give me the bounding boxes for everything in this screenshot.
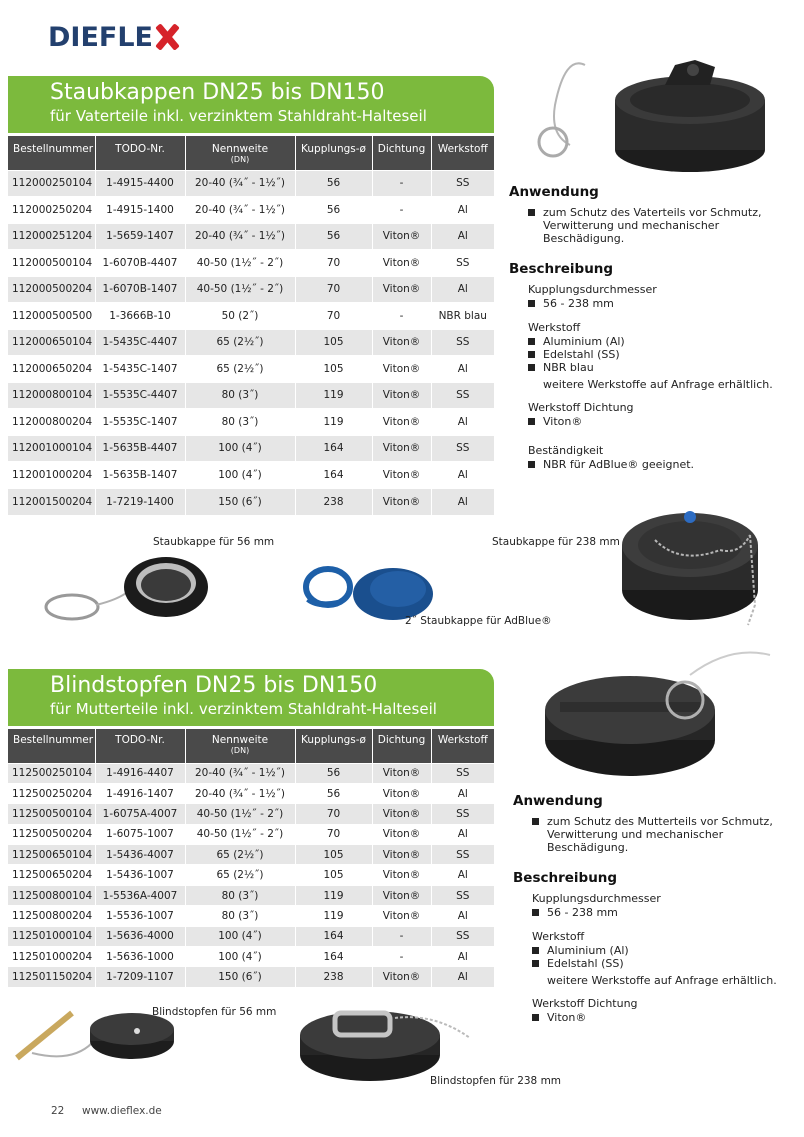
col-header-bestellnummer: Bestellnummer bbox=[8, 136, 95, 170]
table-cell: 112500250204 bbox=[8, 783, 95, 803]
anwendung-item bbox=[528, 206, 799, 245]
brand-logo bbox=[48, 22, 180, 52]
table-cell: SS bbox=[431, 804, 494, 824]
table-cell: SS bbox=[431, 845, 494, 865]
dichtung-value: Viton® bbox=[532, 1011, 798, 1024]
table-cell: 100 (4˝) bbox=[185, 435, 295, 462]
table-cell: - bbox=[372, 170, 431, 197]
table-cell: Viton® bbox=[372, 824, 431, 844]
table-cell: - bbox=[372, 197, 431, 224]
table-cell: Viton® bbox=[372, 250, 431, 277]
table-cell: 80 (3˝) bbox=[185, 906, 295, 926]
table-cell: 1-5435C-1407 bbox=[95, 356, 185, 383]
table-cell: Al bbox=[431, 906, 494, 926]
table-row bbox=[8, 382, 494, 409]
anwendung-item bbox=[532, 815, 798, 854]
blindstopfen-238-top-photo bbox=[540, 640, 800, 790]
table-cell: 112001000204 bbox=[8, 462, 95, 489]
anwendung-heading: Anwendung bbox=[513, 793, 603, 809]
table-cell: 119 bbox=[295, 906, 372, 926]
product-table-staubkappen bbox=[8, 136, 494, 515]
table-cell: SS bbox=[431, 763, 494, 783]
anwendung-text: zum Schutz des Mutterteils vor Schmutz, bbox=[547, 815, 773, 828]
table-cell: 1-5436-1007 bbox=[95, 865, 185, 885]
table-cell: 1-5435C-4407 bbox=[95, 329, 185, 356]
table-cell: 1-5436-4007 bbox=[95, 845, 185, 865]
table-cell: 56 bbox=[295, 197, 372, 224]
table-cell: Al bbox=[431, 865, 494, 885]
table-row bbox=[8, 409, 494, 436]
table-row bbox=[8, 250, 494, 277]
table-cell: 20-40 (¾˝ - 1½˝) bbox=[185, 763, 295, 783]
col-header-nennweite bbox=[185, 729, 295, 763]
table-row bbox=[8, 926, 494, 946]
table-cell: 105 bbox=[295, 865, 372, 885]
caption-staubkappe-56: Staubkappe für 56 mm bbox=[153, 536, 275, 548]
section-header-staubkappen bbox=[8, 76, 494, 133]
table-cell: 40-50 (1½˝ - 2˝) bbox=[185, 250, 295, 277]
werkstoff-item: NBR blau bbox=[528, 361, 799, 374]
table-row bbox=[8, 462, 494, 489]
blindstopfen-238-photo bbox=[295, 993, 475, 1083]
table-cell: Al bbox=[431, 276, 494, 303]
table-cell: Viton® bbox=[372, 276, 431, 303]
section-subtitle: für Mutterteile inkl. verzinktem Stahldraht-Halteseil bbox=[50, 700, 437, 718]
table-cell: 119 bbox=[295, 382, 372, 409]
table-cell: 100 (4˝) bbox=[185, 926, 295, 946]
col-header-todo: TODO-Nr. bbox=[95, 729, 185, 763]
table-row bbox=[8, 906, 494, 926]
table-cell: 238 bbox=[295, 967, 372, 987]
table-cell: 1-5536-1007 bbox=[95, 906, 185, 926]
table-cell: 70 bbox=[295, 276, 372, 303]
col-header-bestellnummer: Bestellnummer bbox=[8, 729, 95, 763]
table-cell: Al bbox=[431, 967, 494, 987]
table-cell: 20-40 (¾˝ - 1½˝) bbox=[185, 783, 295, 803]
table-cell: 80 (3˝) bbox=[185, 885, 295, 905]
table-cell: 1-5535C-4407 bbox=[95, 382, 185, 409]
table-cell: 150 (6˝) bbox=[185, 488, 295, 515]
col-header-todo: TODO-Nr. bbox=[95, 136, 185, 170]
table-cell: 1-5635B-4407 bbox=[95, 435, 185, 462]
table-row bbox=[8, 488, 494, 515]
table-cell: 112000251204 bbox=[8, 223, 95, 250]
table-cell: 1-4915-1400 bbox=[95, 197, 185, 224]
col-header-nennweite-sub: (DN) bbox=[230, 155, 250, 164]
table-cell: 70 bbox=[295, 250, 372, 277]
table-cell: 20-40 (¾˝ - 1½˝) bbox=[185, 170, 295, 197]
table-cell: 65 (2½˝) bbox=[185, 845, 295, 865]
table-cell: 1-5536A-4007 bbox=[95, 885, 185, 905]
bestaendigkeit-label: Beständigkeit bbox=[528, 444, 604, 457]
werkstoff-item: Edelstahl (SS) bbox=[528, 348, 799, 361]
table-row bbox=[8, 763, 494, 783]
table-cell: 1-4916-4407 bbox=[95, 763, 185, 783]
table-cell: 80 (3˝) bbox=[185, 409, 295, 436]
table-cell: Al bbox=[431, 197, 494, 224]
table-row bbox=[8, 329, 494, 356]
table-cell: 112000800204 bbox=[8, 409, 95, 436]
staubkappe-238-photo bbox=[610, 495, 770, 635]
table-cell: 119 bbox=[295, 409, 372, 436]
caption-staubkappe-adblue: 2˝ Staubkappe für AdBlue® bbox=[405, 615, 552, 627]
col-header-werkstoff: Werkstoff bbox=[431, 729, 494, 763]
table-cell: Viton® bbox=[372, 488, 431, 515]
table-cell: 105 bbox=[295, 356, 372, 383]
table-cell: 65 (2½˝) bbox=[185, 865, 295, 885]
table-row bbox=[8, 967, 494, 987]
table-cell: 56 bbox=[295, 763, 372, 783]
table-cell: 112501000204 bbox=[8, 947, 95, 967]
col-header-werkstoff: Werkstoff bbox=[431, 136, 494, 170]
anwendung-text: zum Schutz des Vaterteils vor Schmutz, bbox=[543, 206, 762, 219]
table-cell: 112500650104 bbox=[8, 845, 95, 865]
table-cell: SS bbox=[431, 435, 494, 462]
table-cell: 1-7209-1107 bbox=[95, 967, 185, 987]
product-table-blindstopfen bbox=[8, 729, 494, 987]
table-cell: 112000650204 bbox=[8, 356, 95, 383]
section-title: Blindstopfen DN25 bis DN150 bbox=[50, 673, 378, 698]
table-cell: 1-6070B-4407 bbox=[95, 250, 185, 277]
table-row bbox=[8, 356, 494, 383]
logo-x-mark bbox=[154, 24, 180, 50]
table-cell: 1-5636-1000 bbox=[95, 947, 185, 967]
beschreibung-heading: Beschreibung bbox=[509, 261, 614, 277]
table-cell: 119 bbox=[295, 885, 372, 905]
werkstoff-note: weitere Werkstoffe auf Anfrage erhältlich. bbox=[543, 378, 773, 391]
table-cell: 65 (2½˝) bbox=[185, 356, 295, 383]
table-cell: SS bbox=[431, 250, 494, 277]
logo-text: DIEFLE bbox=[48, 21, 153, 53]
table-cell: 40-50 (1½˝ - 2˝) bbox=[185, 804, 295, 824]
table-cell: Viton® bbox=[372, 329, 431, 356]
table-cell: Al bbox=[431, 783, 494, 803]
beschreibung-heading: Beschreibung bbox=[513, 870, 618, 886]
kd-value: 56 - 238 mm bbox=[532, 906, 798, 919]
table-cell: 112000250204 bbox=[8, 197, 95, 224]
table-cell: 112000800104 bbox=[8, 382, 95, 409]
col-header-nennweite-label: Nennweite bbox=[211, 143, 269, 155]
col-header-kupplung: Kupplungs-ø bbox=[295, 729, 372, 763]
info-panel-blindstopfen bbox=[513, 793, 798, 1024]
info-panel-staubkappen bbox=[509, 184, 799, 471]
werkstoff-label: Werkstoff bbox=[528, 321, 581, 334]
table-row bbox=[8, 824, 494, 844]
table-cell: 1-5635B-1407 bbox=[95, 462, 185, 489]
table-cell: 40-50 (1½˝ - 2˝) bbox=[185, 276, 295, 303]
caption-blindstopfen-56: Blindstopfen für 56 mm bbox=[152, 1006, 277, 1018]
table-cell: 112500250104 bbox=[8, 763, 95, 783]
section-title: Staubkappen DN25 bis DN150 bbox=[50, 80, 385, 105]
table-cell: 1-5535C-1407 bbox=[95, 409, 185, 436]
table-cell: 65 (2½˝) bbox=[185, 329, 295, 356]
bestaendigkeit-value: NBR für AdBlue® geeignet. bbox=[528, 458, 799, 471]
table-cell: Al bbox=[431, 488, 494, 515]
table-cell: 70 bbox=[295, 303, 372, 330]
table-row bbox=[8, 865, 494, 885]
table-cell: Viton® bbox=[372, 845, 431, 865]
table-cell: 105 bbox=[295, 845, 372, 865]
dichtung-label: Werkstoff Dichtung bbox=[532, 997, 638, 1010]
table-cell: 1-6070B-1407 bbox=[95, 276, 185, 303]
table-cell: 56 bbox=[295, 170, 372, 197]
anwendung-heading: Anwendung bbox=[509, 184, 599, 200]
werkstoff-item: Aluminium (Al) bbox=[528, 335, 799, 348]
dichtung-value: Viton® bbox=[528, 415, 799, 428]
table-cell: 1-7219-1400 bbox=[95, 488, 185, 515]
table-cell: 100 (4˝) bbox=[185, 947, 295, 967]
table-cell: 112500650204 bbox=[8, 865, 95, 885]
table-cell: Viton® bbox=[372, 435, 431, 462]
table-cell: 112000500204 bbox=[8, 276, 95, 303]
table-cell: 1-5659-1407 bbox=[95, 223, 185, 250]
kd-label: Kupplungsdurchmesser bbox=[528, 283, 657, 296]
table-cell: SS bbox=[431, 885, 494, 905]
table-cell: 56 bbox=[295, 223, 372, 250]
table-cell: SS bbox=[431, 382, 494, 409]
dichtung-label: Werkstoff Dichtung bbox=[528, 401, 634, 414]
table-row bbox=[8, 170, 494, 197]
table-cell: 80 (3˝) bbox=[185, 382, 295, 409]
table-cell: Viton® bbox=[372, 906, 431, 926]
werkstoff-label: Werkstoff bbox=[532, 930, 585, 943]
table-cell: 112000650104 bbox=[8, 329, 95, 356]
col-header-nennweite-sub: (DN) bbox=[230, 746, 250, 755]
table-cell: 100 (4˝) bbox=[185, 462, 295, 489]
table-cell: 1-6075A-4007 bbox=[95, 804, 185, 824]
col-header-dichtung: Dichtung bbox=[372, 136, 431, 170]
table-cell: Viton® bbox=[372, 409, 431, 436]
table-cell: 112001500204 bbox=[8, 488, 95, 515]
table-row bbox=[8, 197, 494, 224]
table-cell: 112500800204 bbox=[8, 906, 95, 926]
table-cell: Viton® bbox=[372, 462, 431, 489]
table-cell: 1-6075-1007 bbox=[95, 824, 185, 844]
table-cell: 112500500204 bbox=[8, 824, 95, 844]
table-cell: Viton® bbox=[372, 382, 431, 409]
table-cell: 112501150204 bbox=[8, 967, 95, 987]
table-cell: 112500500104 bbox=[8, 804, 95, 824]
staubkappe-56-photo bbox=[36, 549, 211, 624]
table-cell: 112501000104 bbox=[8, 926, 95, 946]
table-row bbox=[8, 223, 494, 250]
table-cell: Al bbox=[431, 356, 494, 383]
table-cell: Al bbox=[431, 462, 494, 489]
table-cell: Viton® bbox=[372, 865, 431, 885]
kd-value: 56 - 238 mm bbox=[528, 297, 799, 310]
table-cell: Viton® bbox=[372, 356, 431, 383]
section-header-blindstopfen bbox=[8, 669, 494, 726]
table-cell: 50 (2˝) bbox=[185, 303, 295, 330]
anwendung-text-2: Verwitterung und mechanischer Beschädigung. bbox=[543, 219, 720, 245]
table-cell: 1-4916-1407 bbox=[95, 783, 185, 803]
table-cell: Viton® bbox=[372, 967, 431, 987]
page-number: 22 bbox=[51, 1105, 65, 1117]
table-cell: 112000250104 bbox=[8, 170, 95, 197]
col-header-dichtung: Dichtung bbox=[372, 729, 431, 763]
table-row bbox=[8, 783, 494, 803]
table-cell: 112001000104 bbox=[8, 435, 95, 462]
table-row bbox=[8, 276, 494, 303]
table-row bbox=[8, 885, 494, 905]
caption-staubkappe-238: Staubkappe für 238 mm bbox=[492, 536, 620, 548]
table-cell: 112000500104 bbox=[8, 250, 95, 277]
table-cell: 56 bbox=[295, 783, 372, 803]
table-cell: Viton® bbox=[372, 763, 431, 783]
table-cell: SS bbox=[431, 926, 494, 946]
table-row bbox=[8, 804, 494, 824]
table-cell: 105 bbox=[295, 329, 372, 356]
table-cell: 20-40 (¾˝ - 1½˝) bbox=[185, 223, 295, 250]
table-cell: Al bbox=[431, 223, 494, 250]
table-cell: 70 bbox=[295, 824, 372, 844]
werkstoff-item: Aluminium (Al) bbox=[532, 944, 798, 957]
table-cell: Viton® bbox=[372, 223, 431, 250]
table-cell: NBR blau bbox=[431, 303, 494, 330]
table-cell: 40-50 (1½˝ - 2˝) bbox=[185, 824, 295, 844]
table-row bbox=[8, 845, 494, 865]
col-header-kupplung: Kupplungs-ø bbox=[295, 136, 372, 170]
table-cell: 164 bbox=[295, 435, 372, 462]
table-cell: Viton® bbox=[372, 804, 431, 824]
table-cell: 238 bbox=[295, 488, 372, 515]
table-cell: 164 bbox=[295, 926, 372, 946]
table-cell: 164 bbox=[295, 947, 372, 967]
table-cell: 70 bbox=[295, 804, 372, 824]
table-cell: 112000500500 bbox=[8, 303, 95, 330]
kd-label: Kupplungsdurchmesser bbox=[532, 892, 661, 905]
col-header-nennweite bbox=[185, 136, 295, 170]
caption-blindstopfen-238: Blindstopfen für 238 mm bbox=[430, 1075, 562, 1087]
table-cell: - bbox=[372, 926, 431, 946]
table-cell: 112500800104 bbox=[8, 885, 95, 905]
table-cell: 1-5636-4000 bbox=[95, 926, 185, 946]
table-cell: 20-40 (¾˝ - 1½˝) bbox=[185, 197, 295, 224]
table-cell: Al bbox=[431, 947, 494, 967]
werkstoff-item: Edelstahl (SS) bbox=[532, 957, 798, 970]
table-row bbox=[8, 303, 494, 330]
col-header-nennweite-label: Nennweite bbox=[211, 734, 269, 746]
footer-url[interactable]: www.dieflex.de bbox=[82, 1105, 162, 1117]
table-cell: SS bbox=[431, 170, 494, 197]
table-row bbox=[8, 947, 494, 967]
table-cell: Al bbox=[431, 824, 494, 844]
werkstoff-note: weitere Werkstoffe auf Anfrage erhältlich. bbox=[547, 974, 777, 987]
table-cell: Viton® bbox=[372, 783, 431, 803]
table-cell: SS bbox=[431, 329, 494, 356]
table-cell: 164 bbox=[295, 462, 372, 489]
table-row bbox=[8, 435, 494, 462]
table-cell: Al bbox=[431, 409, 494, 436]
table-cell: - bbox=[372, 947, 431, 967]
anwendung-text-2: Verwitterung und mechanischer Beschädigung. bbox=[547, 828, 724, 854]
table-cell: - bbox=[372, 303, 431, 330]
table-cell: Viton® bbox=[372, 885, 431, 905]
table-cell: 1-3666B-10 bbox=[95, 303, 185, 330]
table-cell: 1-4915-4400 bbox=[95, 170, 185, 197]
section-subtitle: für Vaterteile inkl. verzinktem Stahldraht-Halteseil bbox=[50, 107, 427, 125]
staubkappe-238-top-photo bbox=[525, 45, 765, 185]
table-cell: 150 (6˝) bbox=[185, 967, 295, 987]
